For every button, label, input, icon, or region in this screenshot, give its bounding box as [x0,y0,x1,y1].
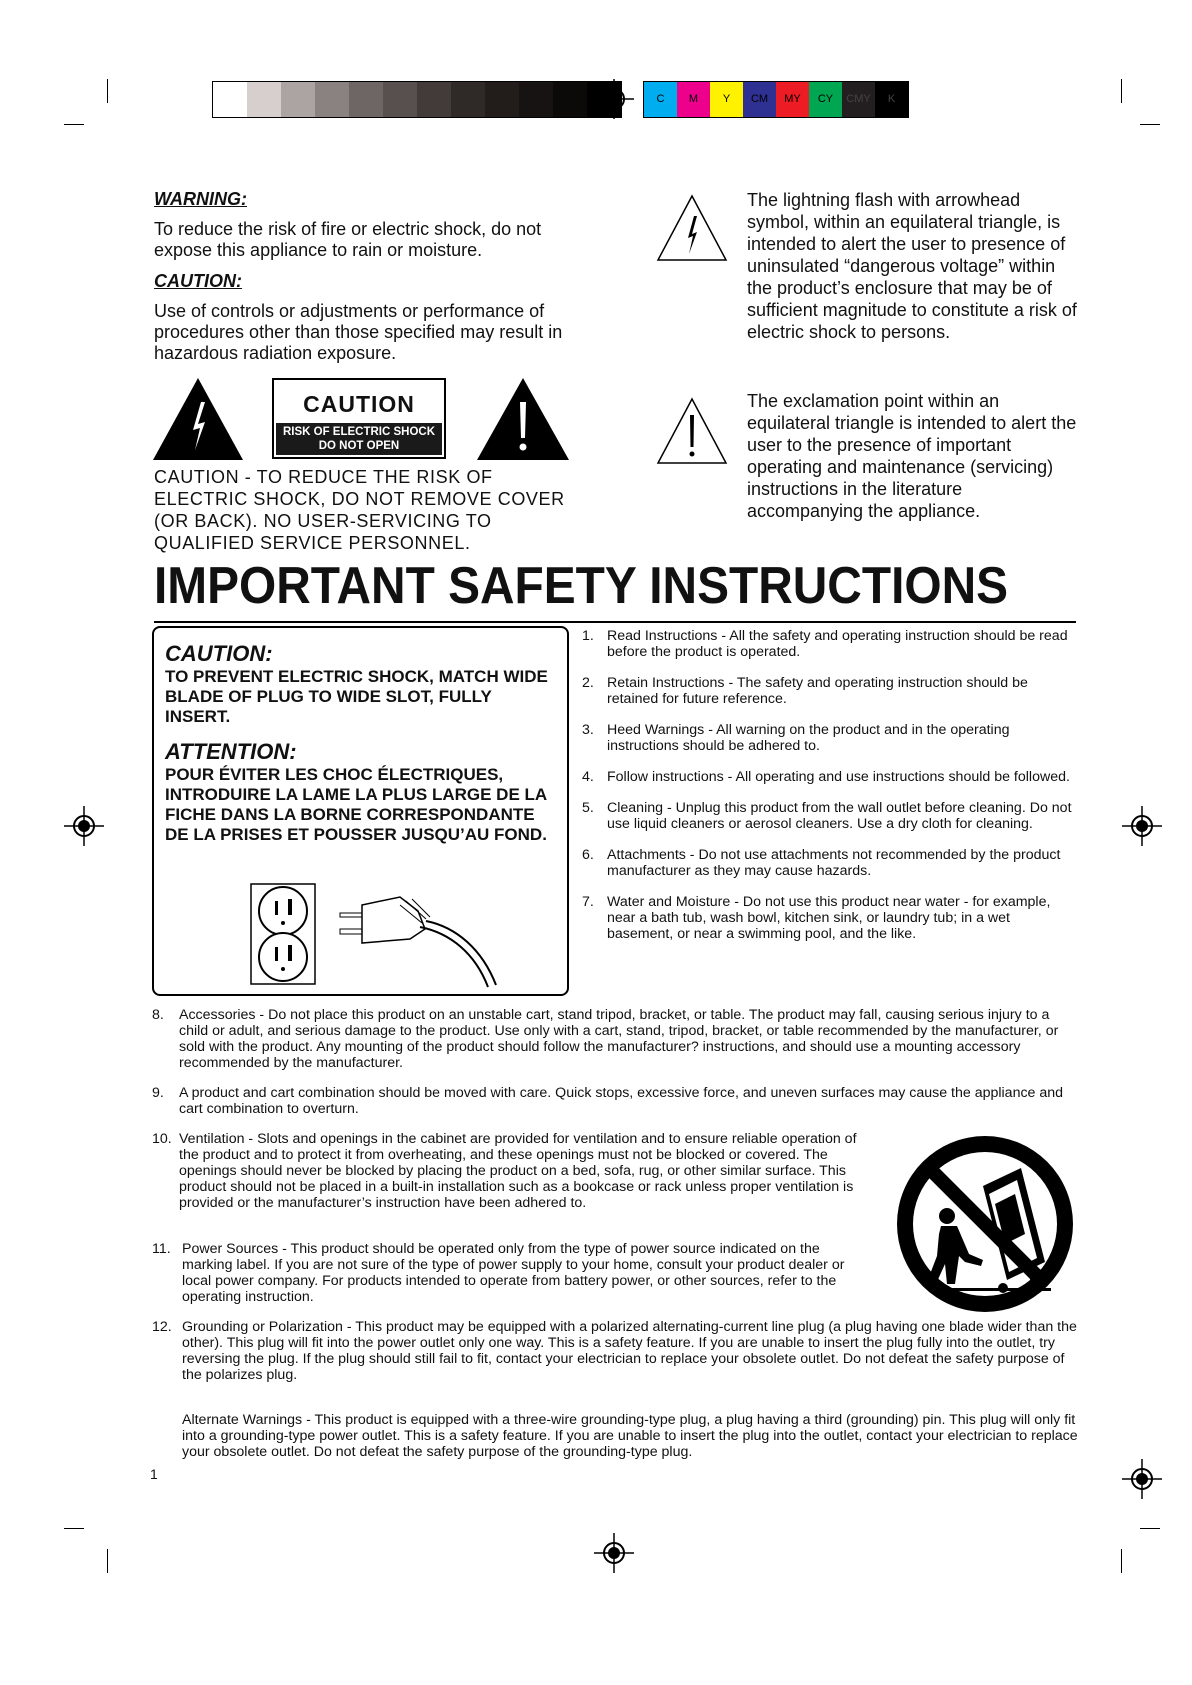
caution-label-line1: RISK OF ELECTRIC SHOCK [282,426,436,438]
color-swatch: MY [776,82,809,117]
item-number: 5. [582,800,594,816]
lightning-symbol-text: The lightning flash with arrowhead symbol, within an equilateral triangle, is intended to alert the user to presence of uninsulated “dangerous voltage” within the product’s enclosure that may be of sufficient magnitude to constitute a risk of electric shock to persons. [747,190,1077,342]
item-text: Retain Instructions - The safety and operating instruction should be retained for future reference. [607,675,1028,707]
page-number: 1 [150,1466,158,1482]
instruction-item-5 [580,800,1080,832]
color-swatch: K [875,82,908,117]
plug-caution-heading: CAUTION: [165,641,273,666]
plug-caution-box [152,626,569,996]
caution-text: Use of controls or adjustments or performance of procedures other than those specified may result in hazardous radiation exposure. [154,301,563,363]
item-number: 1. [582,628,594,644]
color-swatch: C [644,82,677,117]
crop-mark [1140,1528,1160,1529]
warning-section [154,189,574,364]
crop-mark [64,1528,84,1529]
crop-mark [1140,124,1160,125]
item-text: Water and Moisture - Do not use this product near water - for example, near a bath tub, wash bowl, kitchen sink, or laundry tub; in a wet basement, or near a swimming pool, and the like. [607,894,1051,942]
item-text: Attachments - Do not use attachments not recommended by the product manufacturer as they may cause hazards. [607,847,1061,879]
instruction-item-4 [580,769,1080,785]
gray-swatch [247,82,281,117]
title-divider [154,621,1076,623]
alternate-warnings [152,1412,1082,1460]
registration-mark-icon [1122,806,1162,846]
item-number: 3. [582,722,594,738]
instruction-item-11 [152,1241,867,1305]
item-number: 12. [152,1319,172,1335]
registration-mark-icon [594,79,634,119]
color-swatch: Y [710,82,743,117]
crop-mark [64,124,84,125]
gray-swatch [451,82,485,117]
plug-caution-text: TO PREVENT ELECTRIC SHOCK, MATCH WIDE BLADE OF PLUG TO WIDE SLOT, FULLY INSERT. [165,667,548,726]
registration-mark-icon [64,806,104,846]
gray-swatch [349,82,383,117]
lightning-outline-icon [656,194,728,262]
registration-mark-icon [1122,1459,1162,1499]
instruction-item-1 [580,628,1080,660]
item-text: Ventilation - Slots and openings in the cabinet are provided for ventilation and to ensure reliable operation of the product and to protect it from overheating, and these openings must not be blocked or covered. The openings should never be blocked by placing the product on a bed, sofa, rug, or other similar surface. This product should not be placed in a built-in installation such as a bookcase or rack unless proper ventilation is provided or the manufacturer’s instruction have been adhered to. [179,1131,857,1211]
caution-label-title: CAUTION [303,391,415,417]
item-number: 10. [152,1131,172,1147]
gray-swatch [417,82,451,117]
item-number: 11. [152,1241,171,1257]
item-number: 7. [582,894,594,910]
instruction-item-12 [152,1319,1082,1383]
gray-swatch [383,82,417,117]
color-swatch: CM [743,82,776,117]
gray-swatch [213,82,247,117]
crop-mark [1121,1549,1122,1573]
alternate-warnings-text: Alternate Warnings - This product is equipped with a three-wire grounding-type plug, a plug having a third (grounding) pin. This plug will only fit into a grounding-type power outlet. This is a safety feature. If you are unable to insert the plug into the outlet, contact your electrician to replace your obsolete outlet. Do not defeat the safety purpose of the grounding-type plug. [182,1412,1078,1460]
gray-swatch [553,82,587,117]
caution-caps-text: CAUTION - TO REDUCE THE RISK OF ELECTRIC SHOCK, DO NOT REMOVE COVER (OR BACK). NO USER-SERVICING TO QUALIFIED SERVICE PERSONNEL. [154,467,565,553]
item-text: Accessories - Do not place this product on an unstable cart, stand tripod, bracket, or table. The product may fall, causing serious injury to a child or adult, and serious damage to the product. Use only with a cart, stand, tripod, bracket, or table recommended by the manufacturer, or sold with the product. Any mounting of the product should follow the manufacturer? instructions, and should use a mounting accessory recommended by the manufacturer. [179,1007,1059,1071]
registration-mark-icon [594,1533,634,1573]
item-text: Grounding or Polarization - This product may be equipped with a polarized alternating-current line plug (a plug having one blade wider than the other). This plug will fit into the power outlet only one way. This is a safety feature. If you are unable to insert the plug fully into the outlet, try reversing the plug. If the plug should still fail to fit, contact your electrician to replace your obsolete outlet. Do not defeat the safety purpose of the polarizes plug. [182,1319,1077,1383]
item-number: 8. [152,1007,164,1023]
item-text: Read Instructions - All the safety and operating instruction should be read before the product is operated. [607,628,1068,660]
item-text: Heed Warnings - All warning on the product and in the operating instructions should be adhered to. [607,722,1010,754]
cart-tip-over-icon [895,1134,1075,1314]
exclamation-warning-icon [477,378,569,460]
crop-mark [1121,79,1122,103]
color-swatch: CY [809,82,842,117]
caution-label-subtitle [276,423,442,455]
instruction-item-8 [152,1007,1082,1071]
gray-swatch [315,82,349,117]
item-number: 2. [582,675,594,691]
gray-swatch [519,82,553,117]
instruction-item-2 [580,675,1080,707]
instructions-list-right [580,628,1080,957]
gray-calibration-bar [212,81,622,118]
crop-mark [107,1549,108,1573]
plug-attention-heading: ATTENTION: [165,739,297,764]
exclamation-outline-icon [656,397,728,465]
outlet-and-plug-icon [250,883,520,993]
item-text: A product and cart combination should be moved with care. Quick stops, excessive force, and uneven surfaces may cause the appliance and cart combination to overturn. [179,1085,1064,1117]
instruction-item-10 [152,1131,867,1211]
warning-text: To reduce the risk of fire or electric shock, do not expose this appliance to rain or moisture. [154,219,542,260]
instruction-item-3 [580,722,1080,754]
item-text: Cleaning - Unplug this product from the wall outlet before cleaning. Do not use liquid cleaners or aerosol cleaners. Use a dry cloth for cleaning. [607,800,1072,832]
instruction-item-6 [580,847,1080,879]
color-calibration-bar [643,81,909,118]
color-swatch: M [677,82,710,117]
caution-label-line2: DO NOT OPEN [318,440,400,452]
crop-mark [107,79,108,103]
item-number: 4. [582,769,594,785]
caution-heading: CAUTION: [154,271,242,291]
caution-label [272,378,446,459]
item-number: 6. [582,847,594,863]
item-number: 9. [152,1085,164,1101]
page-title: IMPORTANT SAFETY INSTRUCTIONS [154,557,1009,615]
warning-heading: WARNING: [154,189,247,209]
gray-swatch [281,82,315,117]
color-swatch: CMY [842,82,875,117]
instruction-item-9 [152,1085,1082,1117]
gray-swatch [485,82,519,117]
instruction-item-7 [580,894,1080,942]
item-text: Follow instructions - All operating and use instructions should be followed. [607,769,1070,785]
plug-attention-text: POUR ÉVITER LES CHOC ÉLECTRIQUES, INTRODUIRE LA LAME LA PLUS LARGE DE LA FICHE DANS LA BORNE CORRESPONDANTE DE LA PRISES ET POUSSER JUSQU’AU FOND. [165,765,547,844]
exclamation-symbol-text: The exclamation point within an equilateral triangle is intended to alert the user to the presence of important operating and maintenance (servicing) instructions in the literature accompanying the appliance. [747,391,1077,521]
lightning-warning-icon [153,378,243,460]
item-text: Power Sources - This product should be operated only from the type of power source indicated on the marking label. If you are not sure of the type of power supply to your home, consult your product dealer or local power company. For products intended to operate from battery power, or other sources, refer to the operating instruction. [182,1241,845,1305]
